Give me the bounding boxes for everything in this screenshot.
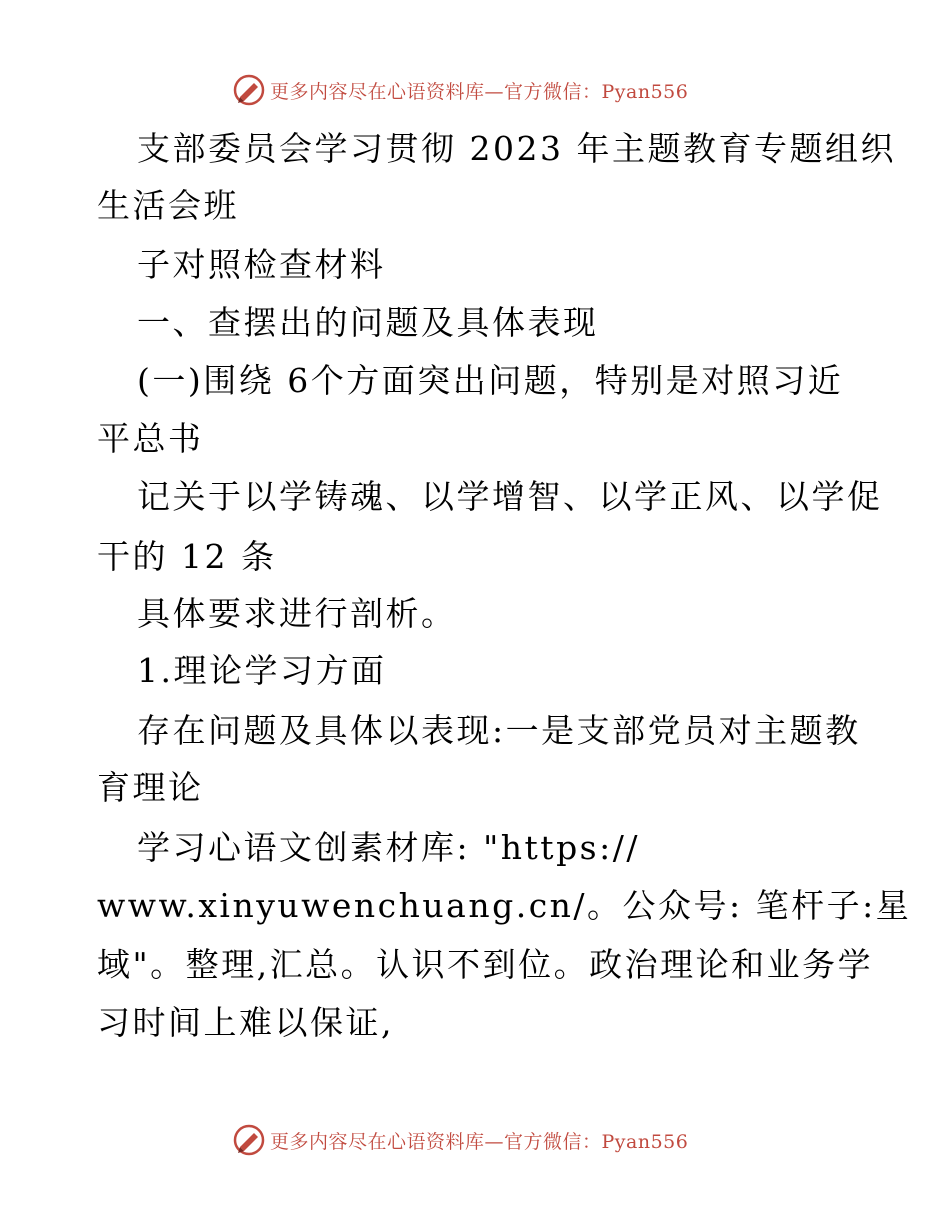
text-line: 学习心语文创素材库: "https://: [137, 828, 640, 867]
text-line: 存在问题及具体以表现:一是支部党员对主题教: [137, 711, 861, 750]
pen-logo-icon: [232, 1123, 266, 1157]
text-line: 习时间上难以保证,: [97, 1003, 394, 1042]
subsection-heading: 1.理论学习方面: [137, 651, 387, 690]
text-line: 具体要求进行剖析。: [137, 594, 457, 633]
text-line: www.xinyuwenchuang.cn/。公众号: 笔杆子:星: [97, 886, 912, 925]
text-line: 子对照检查材料: [137, 245, 386, 284]
watermark-text: 更多内容尽在心语资料库—官方微信：Pyan556: [270, 1130, 689, 1153]
watermark-header: [232, 72, 688, 108]
text-line: 域"。整理,汇总。认识不到位。政治理论和业务学: [97, 945, 874, 984]
section-heading: 一、查摆出的问题及具体表现: [137, 303, 599, 342]
text-line: 平总书: [97, 419, 204, 458]
watermark-text: 更多内容尽在心语资料库—官方微信：Pyan556: [270, 80, 689, 103]
pen-logo-icon: [232, 73, 266, 107]
text-line: 育理论: [97, 768, 204, 807]
text-line: (一)围绕 6个方面突出问题，特别是对照习近: [137, 361, 844, 400]
text-line: 支部委员会学习贯彻 2023 年主题教育专题组织: [137, 129, 896, 168]
text-line: 记关于以学铸魂、以学增智、以学正风、以学促: [137, 477, 883, 516]
text-line: 生活会班: [97, 186, 239, 225]
text-line: 干的 12 条: [97, 537, 277, 576]
watermark-footer: [232, 1122, 688, 1158]
